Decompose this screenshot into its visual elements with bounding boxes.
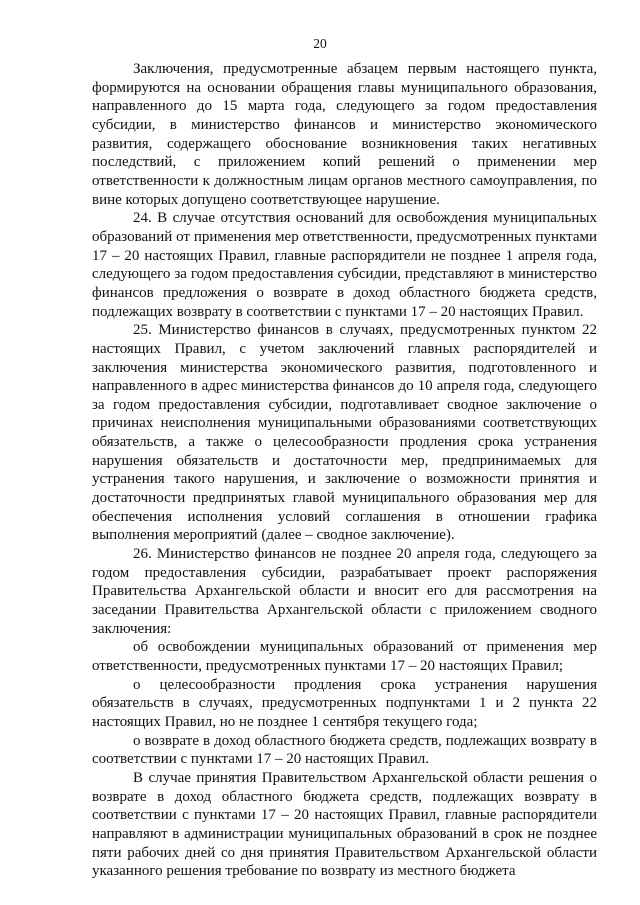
paragraph-clause-24: 24. В случае отсутствия оснований для освобождения муниципальных образований от применения мер ответственности, предусмотренных пунктами 17 – 20 настоящих Правил, главные распорядители не позднее 1 апреля года, следующего за годом предоставления субсидии, представляют в министерство финансов предложения о возврате в доход областного бюджета средств, подлежащих возврату в соответствии с пунктами 17 – 20 настоящих Правил. xyxy=(92,210,597,320)
paragraph-clause-26: 26. Министерство финансов не позднее 20 апреля года, следующего за годом предоставления субсидии, разрабатывает проект распоряжения Правительства Архангельской области и вносит его для рассмотрения на заседании Правительства Архангельской области с приложением сводного заключения: xyxy=(92,546,597,637)
document-body xyxy=(92,60,597,881)
paragraph-refund: о возврате в доход областного бюджета средств, подлежащих возврату в соответствии с пунктами 17 – 20 настоящих Правил. xyxy=(92,732,597,768)
paragraph-conclusions-basis: Заключения, предусмотренные абзацем первым настоящего пункта, формируются на основании обращения главы муниципального образования, направленного до 15 марта года, следующего за годом предоставления субсидии, в министерство финансов и министерство экономического развития, содержащего обоснование возникновения таких негативных последствий, с приложением копий решений о применении мер ответственности к должностным лицам органов местного самоуправления, по вине которых допущено соответствующее нарушение. xyxy=(92,61,597,208)
paragraph-extension: о целесообразности продления срока устранения нарушения обязательств в случаях, предусмотренных подпунктами 1 и 2 пункта 22 настоящих Правил, но не позднее 1 сентября текущего года; xyxy=(92,676,597,730)
paragraph-exemption: об освобождении муниципальных образований от применения мер ответственности, предусмотренных пунктами 17 – 20 настоящих Правил; xyxy=(92,639,597,674)
paragraph-clause-25: 25. Министерство финансов в случаях, предусмотренных пунктом 22 настоящих Правил, с учетом заключений главных распорядителей и заключения министерства экономического развития, подготовленного и направленного в адрес министерства финансов до 10 апреля года, следующего за годом предоставления субсидии, подготавливает сводное заключение о причинах неисполнения муниципальными образованиями соответствующих обязательств, а также о целесообразности продления срока устранения нарушения обязательств и достаточности мер, предпринимаемых для устранения такого нарушения, и заключение о возможности принятия и достаточности предпринятых главой муниципального образования мер для обеспечения исполнения условий соглашения в отношении графика выполнения мероприятий (далее – сводное заключение). xyxy=(92,322,597,544)
page-number: 20 xyxy=(313,36,327,51)
paragraph-refund-decision: В случае принятия Правительством Архангельской области решения о возврате в доход областного бюджета средств, подлежащих возврату в соответствии с пунктами 17 – 20 настоящих Правил, главные распорядители направляют в администрации муниципальных образований в срок не позднее пяти рабочих дней со дня принятия Правительством Архангельской области указанного решения требование по возврату из местного бюджета xyxy=(92,769,597,880)
